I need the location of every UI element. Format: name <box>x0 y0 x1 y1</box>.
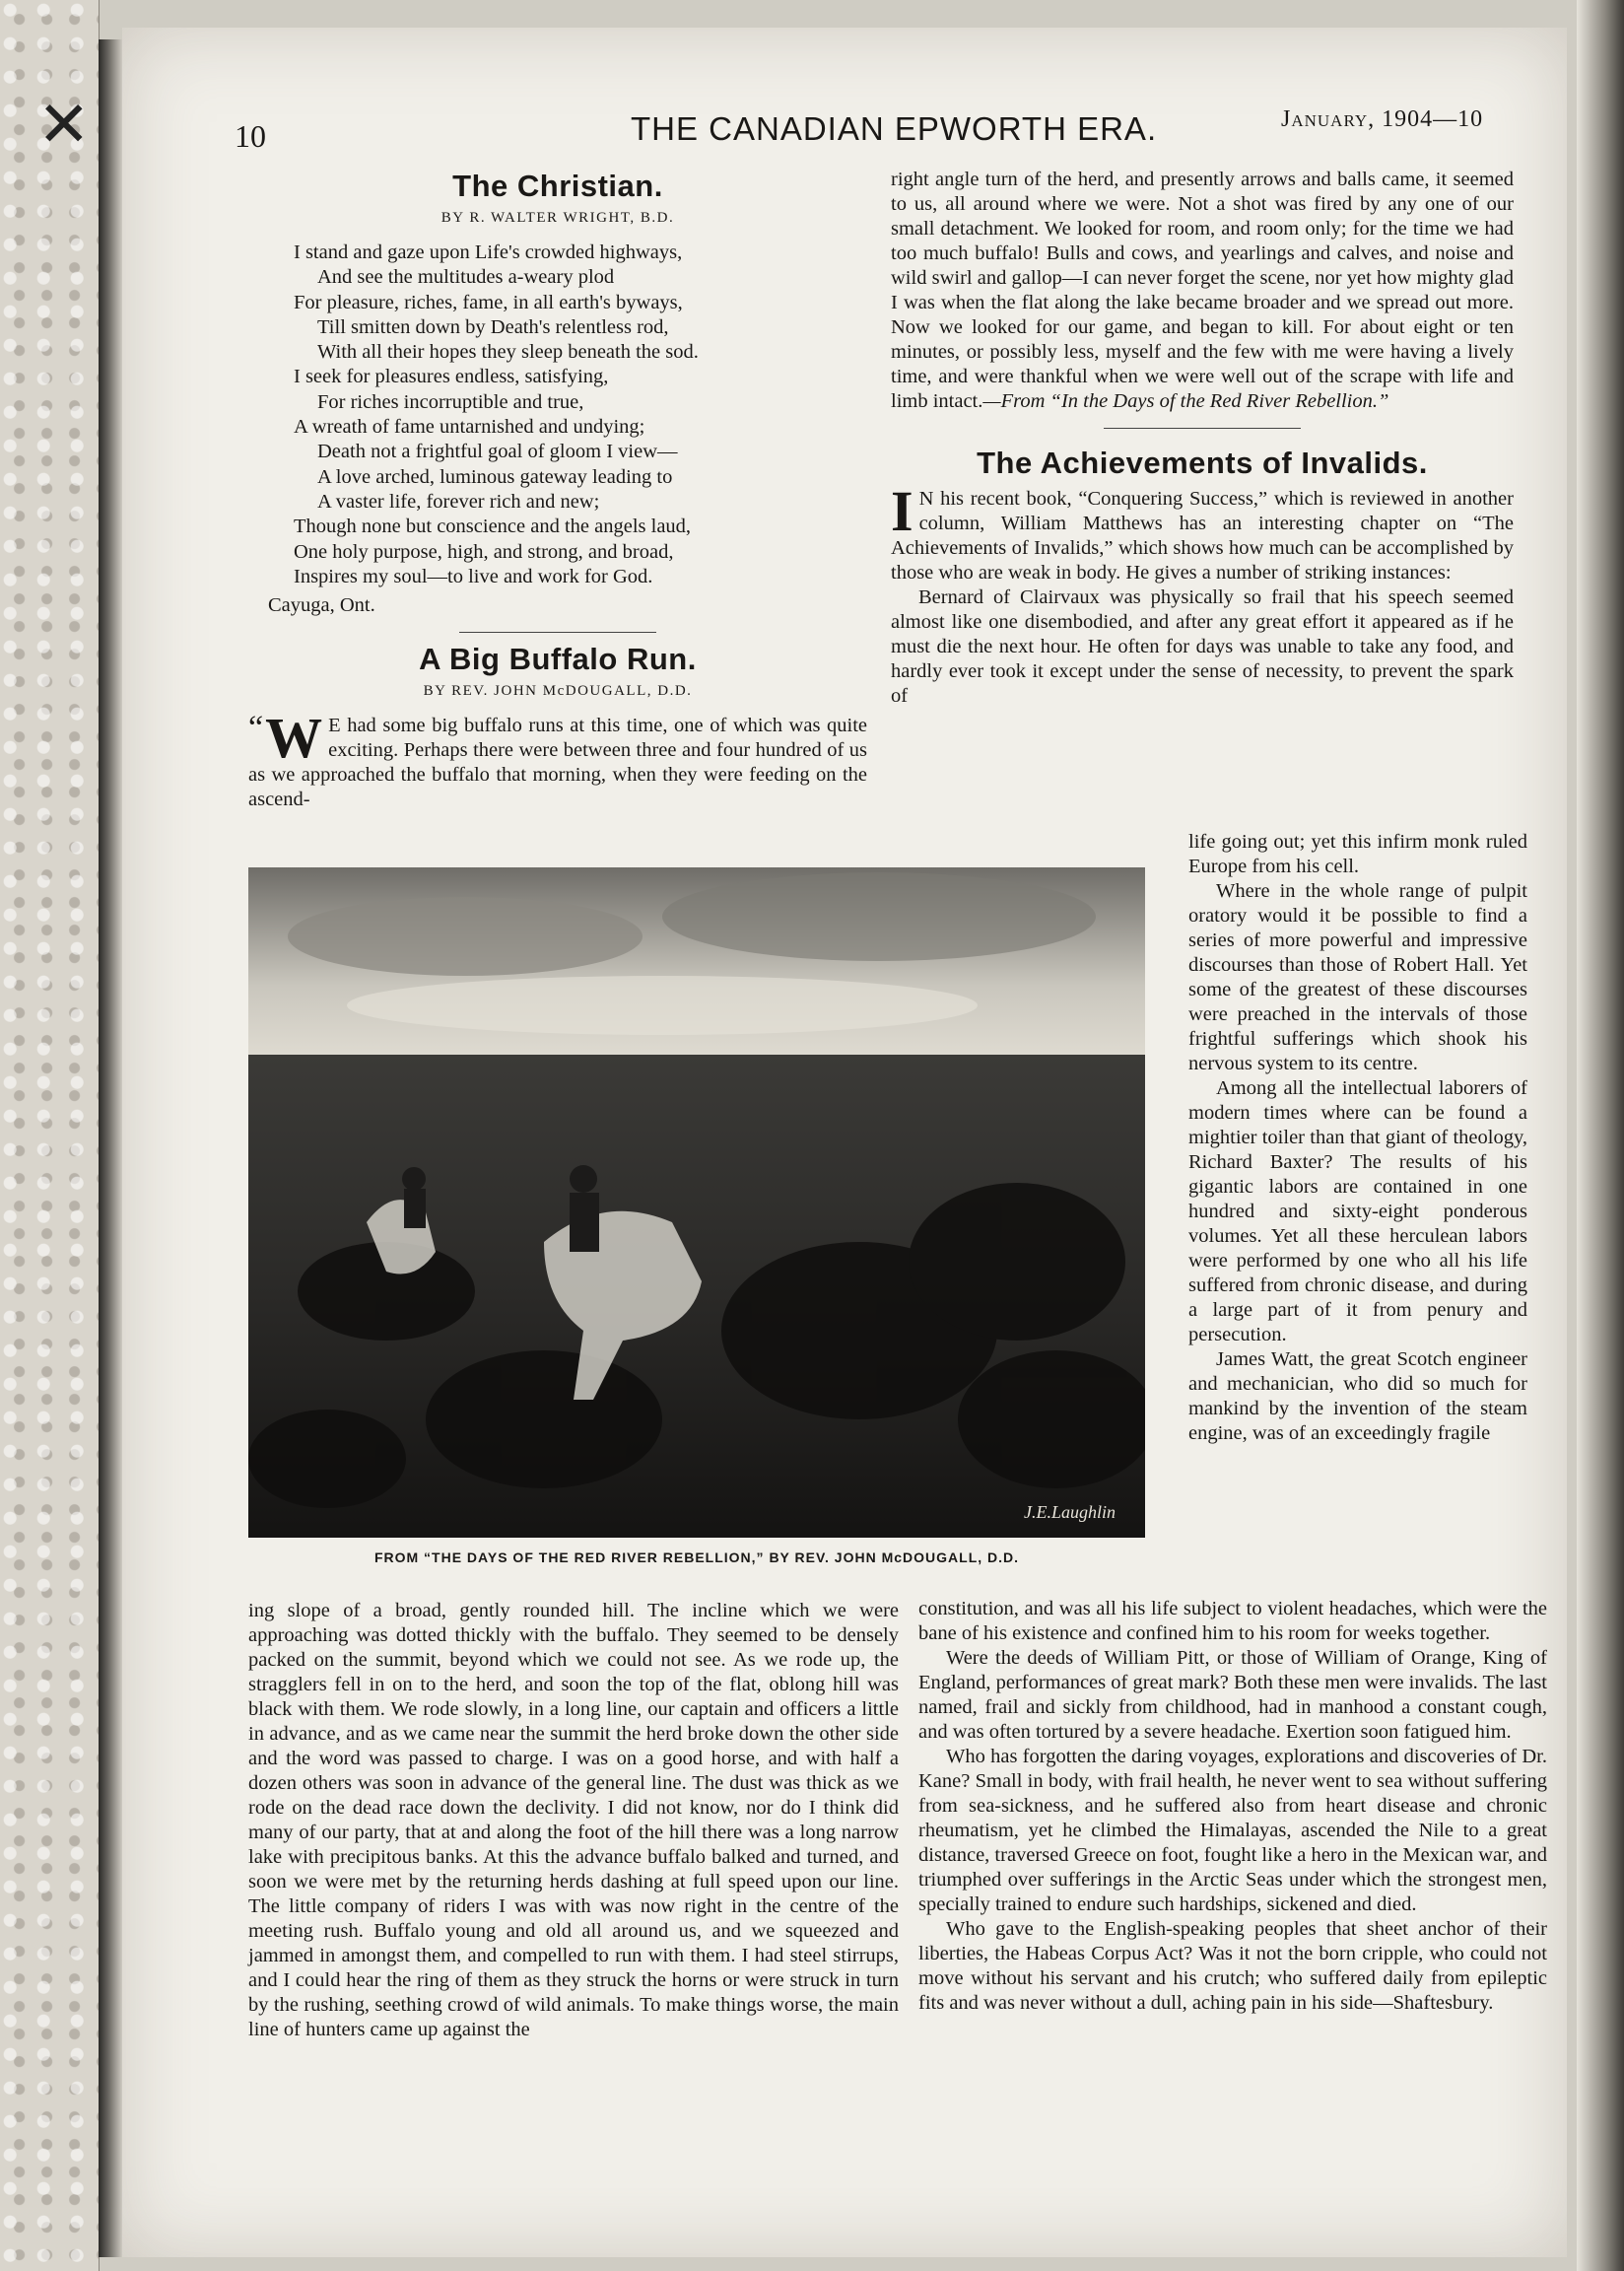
paragraph-baxter: Among all the intellectual laborers of modern times where can be found a mightier toiler than that giant of theology, Richard Baxter? The results of his gigantic labors are contained in one hundred and sixty-eight ponderous volumes. Yet all these herculean labors were performed by one who all his life suffered from chronic disease, and during a large part of it from penury and persecution. <box>1188 1077 1527 1345</box>
poem-line: One holy purpose, high, and strong, and broad, <box>294 540 674 563</box>
poem-line: With all their hopes they sleep beneath the sod. <box>317 341 699 364</box>
poem-line: I stand and gaze upon Life's crowded highways, <box>294 241 683 263</box>
article-title-buffalo: A Big Buffalo Run. <box>419 642 697 677</box>
journal-title: THE CANADIAN EPWORTH ERA. <box>631 110 1158 147</box>
article-byline-buffalo: BY REV. JOHN McDOUGALL, D.D. <box>423 683 693 700</box>
invalids-intro <box>891 479 1514 585</box>
section-divider <box>459 632 656 633</box>
narrow-column <box>1188 830 1527 1446</box>
poem-place: Cayuga, Ont. <box>268 594 375 617</box>
poem-title: The Christian. <box>452 169 663 203</box>
paragraph-pitt: Were the deeds of William Pitt, or those of William of Orange, King of England, performances of great mark? Both these men were invalids. The last named, frail and sickly from childhood, had in manhood a constant cough, and was often tortured by a severe headache. Exertion soon fatigued him. <box>918 1647 1547 1743</box>
illustration-art <box>248 867 1145 1538</box>
buffalo-intro <box>248 706 867 812</box>
buffalo-top-right <box>891 168 1514 414</box>
right-column-top <box>891 168 1514 709</box>
poem-line: Death not a frightful goal of gloom I view— <box>317 441 678 463</box>
source-prefix: —From “ <box>982 390 1061 412</box>
paragraph-watt-cont: constitution, and was all his life subject to violent headaches, which were the bane of his existence and confined him to his room for weeks together. <box>918 1598 1547 1644</box>
right-column-bottom <box>918 1597 1547 2016</box>
poem <box>248 241 867 589</box>
invalids-intro-text: N his recent book, “Conquering Success,” which is reviewed in another column, William Matthews has an interesting chapter on “The Achievements of Invalids,” which shows how much can be accomplished by those who are weak in body. He gives a number of striking instances: <box>891 488 1514 584</box>
poem-line: And see the multitudes a-weary plod <box>317 266 615 289</box>
illustration-buffalo-hunt <box>248 867 1145 1538</box>
poem-line: Till smitten down by Death's relentless rod, <box>317 315 669 338</box>
next-page-edge <box>1577 0 1624 2271</box>
poem-line: A wreath of fame untarnished and undying; <box>294 416 645 439</box>
open-quote: “ <box>248 710 264 747</box>
left-column-top <box>248 169 867 812</box>
poem-line: A vaster life, forever rich and new; <box>317 490 600 513</box>
section-divider <box>1104 428 1301 429</box>
poem-line: I seek for pleasures endless, satisfying, <box>294 366 609 388</box>
figure-caption: FROM “THE DAYS OF THE RED RIVER REBELLION,” BY REV. JOHN McDOUGALL, D.D. <box>373 1549 1020 1565</box>
drop-cap: I <box>891 479 914 543</box>
drop-cap: W <box>265 706 323 771</box>
article-title-invalids: The Achievements of Invalids. <box>977 446 1428 480</box>
poem-line: For riches incorruptible and true, <box>317 390 584 413</box>
poem-line: Though none but conscience and the angels laud, <box>294 516 692 538</box>
poem-line: For pleasure, riches, fame, in all earth's byways, <box>294 291 683 313</box>
paragraph-bernard: Bernard of Clairvaux was physically so frail that his speech seemed almost like one disembodied, and after any great effort it appeared as if he must die the next hour. He often for days was unable to take any food, and hardly ever took it except under the sense of necessity, to prevent the spark of <box>891 586 1514 707</box>
poem-byline: BY R. WALTER WRIGHT, B.D. <box>440 210 675 226</box>
paragraph-bernard-cont: life going out; yet this infirm monk ruled Europe from his cell. <box>1188 831 1527 877</box>
buffalo-text: right angle turn of the herd, and presently arrows and balls came, it seemed to us, all around where we were. Not a shot was fired by any one of our small detachment. We looked for room, and room only; for the time we had too much buffalo! Bulls and cows, and yearlings and calves, and noise and wild swirl and gallop—I can never forget the scene, nor yet how mighty glad I was when the flat along the lake became broader and we spread out more. Now we looked for our game, and began to kill. For about eight or ten minutes, or possibly less, myself and the few with me were having a lively time, and were thankful when we were well out of the scrape with life and limb intact. <box>891 169 1514 412</box>
paragraph-watt: James Watt, the great Scotch engineer and mechanician, who did so much for mankind by the invention of the steam engine, was of an exceedingly fragile <box>1188 1348 1527 1444</box>
margin-mark: ✕ <box>37 89 91 162</box>
source-title: In the Days of the Red River Rebellion. <box>1060 390 1379 412</box>
artist-signature: J.E.Laughlin <box>1024 1502 1116 1522</box>
paragraph-habeas: Who gave to the English-speaking peoples that sheet anchor of their liberties, the Habeas Corpus Act? Was it not the born cripple, who could not move without his servant and his crutch; who suffered daily from epileptic fits and was never without a dull, aching pain in his side—Shaftesbury. <box>918 1918 1547 2014</box>
book-binding <box>99 39 124 2257</box>
paragraph-hall: Where in the whole range of pulpit oratory would it be possible to find a series of more powerful and impressive discourses than those of Robert Hall. Yet some of the greatest of these discourses were preached in the intervals of those frightful sufferings which shook his nervous system to its centre. <box>1188 880 1527 1074</box>
poem-line: A love arched, luminous gateway leading to <box>317 465 673 488</box>
buffalo-intro-text: E had some big buffalo runs at this time, one of which was quite exciting. Perhaps there were between three and four hundred of us as we approached the buffalo that morning, when they were feeding on the ascend- <box>248 715 867 811</box>
poem-line: Inspires my soul—to live and work for God. <box>294 565 653 587</box>
buffalo-continuation: ing slope of a broad, gently rounded hill. The incline which we were approaching was dotted thickly with the buffalo. They seemed to be densely packed on the summit, beyond which we could not see. As we rode up, the stragglers fell in on to the herd, and soon the top of the flat, oblong hill was black with them. We rode slowly, in a long line, our captain and officers a little in advance, and as we came near the summit the herd broke down the other side and the word was passed to charge. I was on a good horse, and with half a dozen others was soon in advance of the general line. The dust was thick as we rode on the dead race down the declivity. I did not know, nor do I think did many of our party, that at and along the foot of the hill there was a long narrow lake with precipitous banks. At this the advance buffalo balked and turned, and soon we were met by the returning herds dashing at full speed upon our line. The little company of riders I was with was now right in the centre of the meeting rush. Buffalo young and old all around us, and we squeezed and jammed in amongst them, and compelled to run with them. I had steel stirrups, and I could hear the ring of them as they struck the horns or were struck in turn by the rushing, seething crowd of wild animals. To make things worse, the main line of hunters came up against the <box>248 1600 899 2040</box>
paragraph-kane: Who has forgotten the daring voyages, explorations and discoveries of Dr. Kane? Small in body, with frail health, he never went to sea without suffering from sea-sickness, and he suffered also from heart disease and chronic rheumatism, yet he climbed the Himalayas, ascended the Nile to a great distance, traversed Greece on foot, fought like a hero in the Mexican war, and triumphed over sufferings in the Arctic Seas under which the strongest men, specially trained to endure such hardships, sickened and died. <box>918 1746 1547 1915</box>
issue-date: January, 1904—10 <box>1281 106 1484 132</box>
page-number: 10 <box>235 118 266 154</box>
left-column-bottom <box>248 1599 899 2042</box>
page-edge-pattern <box>0 0 100 2271</box>
source-suffix: ” <box>1378 390 1389 412</box>
